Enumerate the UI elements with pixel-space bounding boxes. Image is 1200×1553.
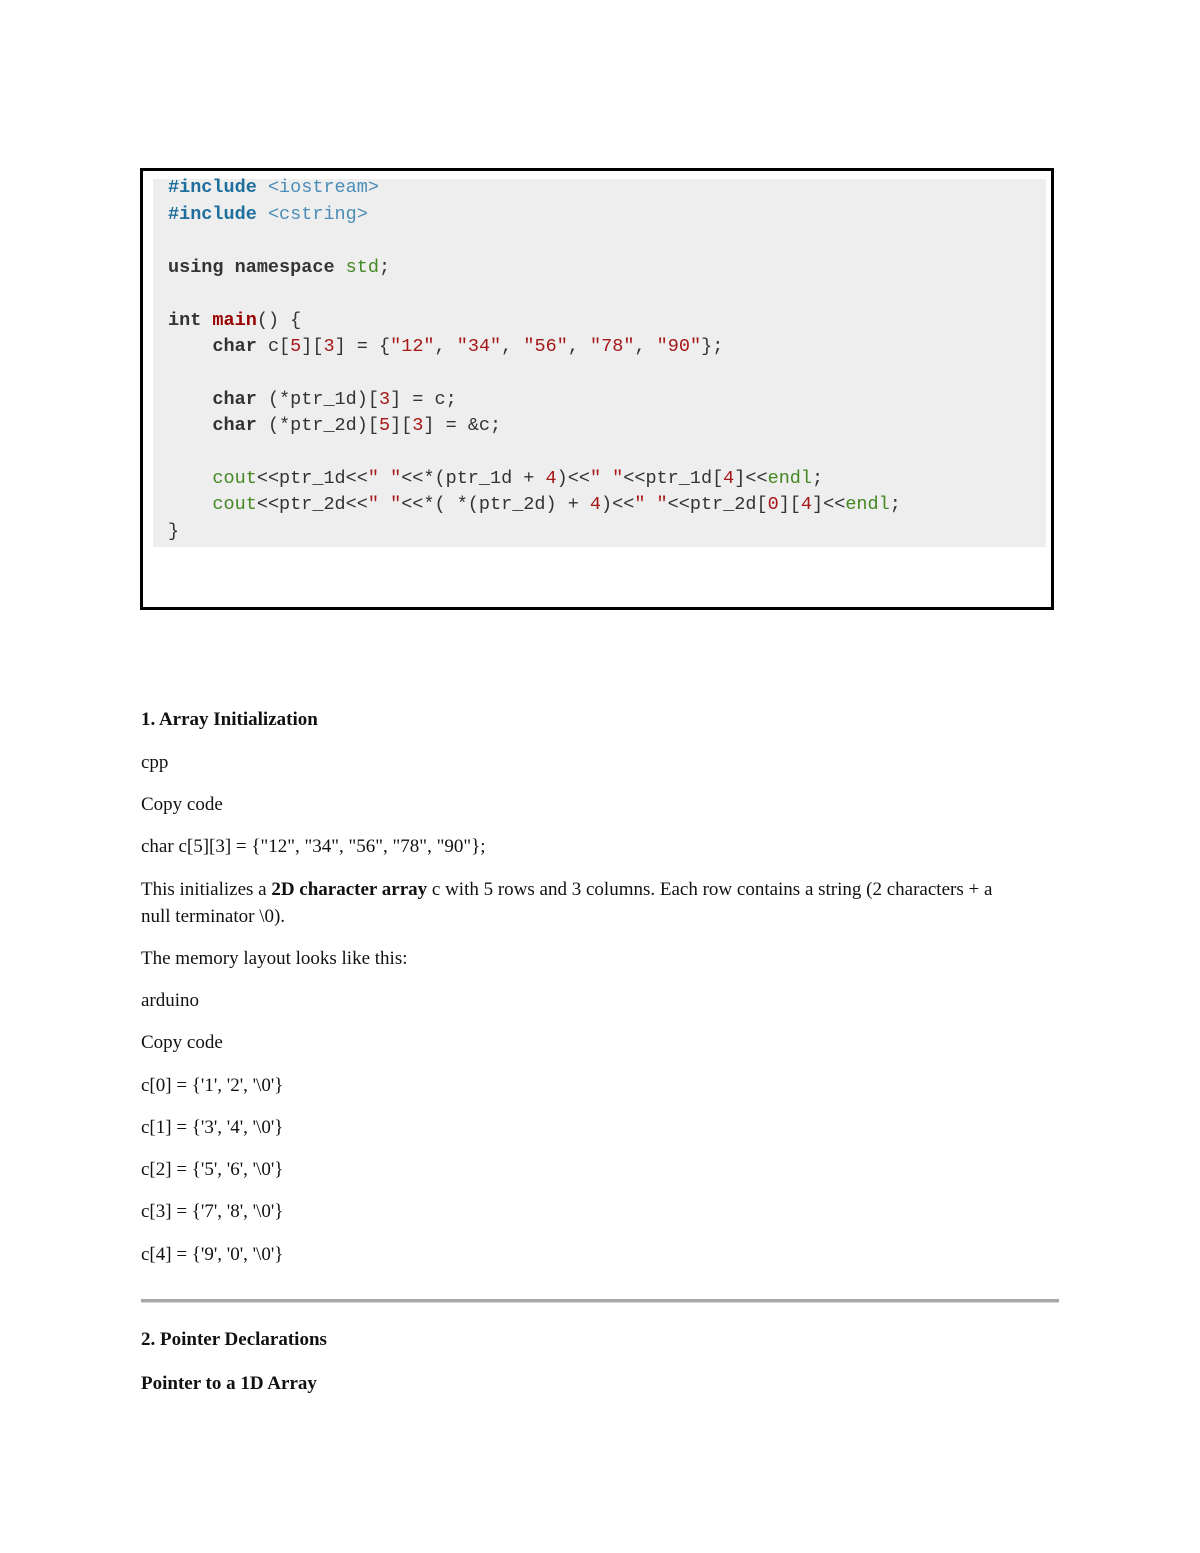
code-token: <<ptr_1d[ <box>623 468 724 489</box>
code-token <box>257 204 268 225</box>
memory-layout-intro: The memory layout looks like this: <box>141 948 408 969</box>
code-token: std <box>345 257 379 278</box>
section-heading-pointer-declarations: 2. Pointer Declarations <box>141 1329 327 1350</box>
code-token: "12" <box>390 336 435 357</box>
code-token: using <box>168 257 224 278</box>
code-line <box>168 520 179 544</box>
code-token <box>224 257 235 278</box>
code-token: 4 <box>589 494 602 515</box>
code-token: ]<< <box>812 494 846 515</box>
copy-code-label[interactable]: Copy code <box>141 794 223 815</box>
code-token: char <box>212 336 257 357</box>
language-label-cpp: cpp <box>141 752 169 773</box>
code-line <box>168 176 379 200</box>
code-token: ][ <box>301 336 324 357</box>
memory-row: c[3] = {'7', '8', '\0'} <box>141 1201 284 1222</box>
code-token: ] = { <box>334 336 391 357</box>
code-line <box>168 388 457 412</box>
paragraph-text-end: c with 5 rows and 3 columns. Each row contains a string (2 characters + a null terminator \0). <box>141 879 993 927</box>
code-token: , <box>567 336 591 357</box>
code-token: () { <box>256 310 302 331</box>
code-token: )<< <box>601 494 635 515</box>
code-token: ][ <box>778 494 801 515</box>
paragraph-bold-term: 2D character array <box>271 879 428 900</box>
code-token: (*ptr_2d)[ <box>256 415 379 436</box>
code-token: <cstring> <box>267 204 368 225</box>
code-token: ][ <box>390 415 413 436</box>
code-token: " " <box>634 494 668 515</box>
code-token <box>168 415 212 436</box>
copy-code-label[interactable]: Copy code <box>141 1032 223 1053</box>
code-token: "78" <box>590 336 635 357</box>
code-token <box>168 468 212 489</box>
code-token <box>168 494 212 515</box>
code-token: 0 <box>767 494 779 515</box>
code-token: <<ptr_1d<< <box>256 468 368 489</box>
code-token: endl <box>767 468 813 489</box>
code-token: ; <box>889 494 901 515</box>
code-token: namespace <box>234 257 335 278</box>
subheading-pointer-1d-array: Pointer to a 1D Array <box>141 1373 317 1394</box>
code-token: #include <box>168 177 257 198</box>
section-heading-array-initialization: 1. Array Initialization <box>141 709 318 730</box>
code-token: 3 <box>378 389 391 410</box>
code-token: main <box>212 310 257 331</box>
code-token: ] = &c; <box>423 415 502 436</box>
code-token: 5 <box>378 415 391 436</box>
code-token: ; <box>378 257 391 278</box>
code-token: cout <box>212 494 257 515</box>
code-token: ]<< <box>734 468 768 489</box>
code-token: (*ptr_1d)[ <box>256 389 379 410</box>
code-token: )<< <box>556 468 590 489</box>
code-token: "34" <box>456 336 502 357</box>
code-token: char <box>212 415 257 436</box>
code-token: #include <box>168 204 257 225</box>
code-token: 3 <box>323 336 335 357</box>
code-token <box>168 336 212 357</box>
code-line <box>168 256 390 280</box>
code-token: <<*(ptr_1d + <box>401 468 546 489</box>
code-token: <<ptr_2d[ <box>667 494 768 515</box>
code-token: , <box>501 336 524 357</box>
code-line <box>168 335 723 359</box>
code-token: ; <box>812 468 824 489</box>
code-token: 4 <box>723 468 735 489</box>
horizontal-divider <box>141 1299 1059 1303</box>
code-token: } <box>168 521 180 542</box>
code-token: int <box>168 310 202 331</box>
code-line <box>168 309 301 333</box>
code-screenshot-frame <box>140 168 1054 610</box>
code-block <box>153 179 1046 547</box>
code-token: }; <box>701 336 724 357</box>
code-token: cout <box>212 468 257 489</box>
code-token: endl <box>845 494 890 515</box>
code-line <box>168 414 501 438</box>
code-token <box>201 310 212 331</box>
array-description-paragraph <box>141 876 1011 930</box>
code-token: char <box>212 389 257 410</box>
code-token: " " <box>589 468 624 489</box>
code-token: "90" <box>656 336 702 357</box>
code-line <box>168 203 368 227</box>
code-token: , <box>434 336 457 357</box>
code-token: 4 <box>545 468 557 489</box>
code-token: c[ <box>256 336 291 357</box>
code-token: " " <box>367 494 402 515</box>
code-token <box>168 389 212 410</box>
code-token: <iostream> <box>267 177 379 198</box>
code-token <box>335 257 346 278</box>
code-token: " " <box>367 468 402 489</box>
memory-row: c[0] = {'1', '2', '\0'} <box>141 1075 284 1096</box>
language-label-arduino: arduino <box>141 990 200 1011</box>
memory-row: c[2] = {'5', '6', '\0'} <box>141 1159 284 1180</box>
code-token: 3 <box>412 415 424 436</box>
code-token: 4 <box>800 494 813 515</box>
code-line-array-declaration: char c[5][3] = {"12", "34", "56", "78", "90"}; <box>141 836 486 857</box>
code-line <box>168 467 823 491</box>
code-token: , <box>634 336 657 357</box>
memory-row: c[4] = {'9', '0', '\0'} <box>141 1244 284 1265</box>
memory-row: c[1] = {'3', '4', '\0'} <box>141 1117 284 1138</box>
code-line <box>168 493 901 517</box>
paragraph-text-start: This initializes a <box>141 879 272 900</box>
code-token: ] = c; <box>390 389 457 410</box>
code-token: 5 <box>290 336 302 357</box>
code-token: <<ptr_2d<< <box>256 494 368 515</box>
code-token: <<*( *(ptr_2d) + <box>401 494 590 515</box>
code-token <box>257 177 268 198</box>
code-token: "56" <box>523 336 568 357</box>
